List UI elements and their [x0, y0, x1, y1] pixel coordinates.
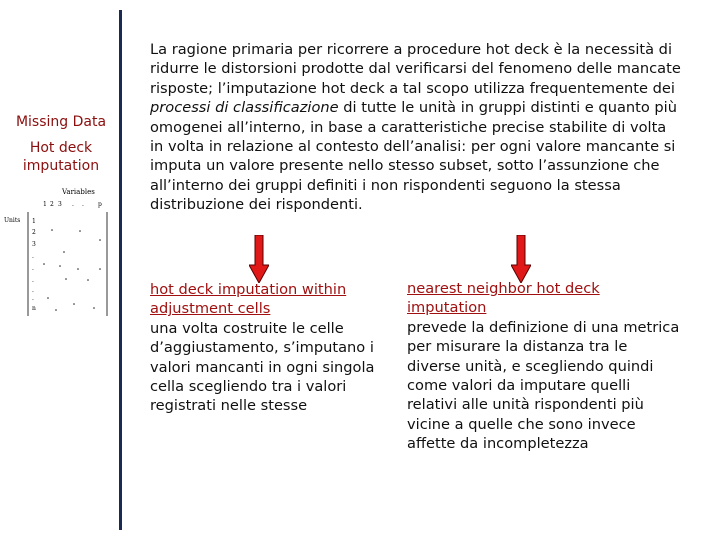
- sidebar-title: Missing Data: [15, 114, 107, 130]
- matrix-row-label: .: [32, 287, 34, 294]
- matrix-col-label: .: [72, 201, 74, 208]
- left-method-heading: hot deck imputation within adjustment cells: [150, 281, 347, 318]
- left-method-block: [150, 280, 386, 416]
- matrix-row-label: 2: [32, 229, 36, 236]
- left-down-arrow-icon: [249, 235, 269, 283]
- matrix-col-label: 3: [58, 201, 62, 208]
- matrix-row-label: n: [32, 305, 36, 312]
- intro-text-end: di tutte le unità in gruppi distinti e quanto più omogenei all’interno, in base a caratteristiche precise stabilite di volta in volta in relazione al contesto dell’analisi: per ogni valore mancante si imputa un valore presente nello stesso subset, sotto l’assunzione che all’interno dei gruppi definiti i non rispondenti seguono la stessa distribuzione dei rispondenti.: [150, 99, 677, 214]
- matrix-row-label: .: [32, 253, 34, 260]
- matrix-col-labels: [43, 201, 102, 208]
- right-method-block: [407, 279, 682, 454]
- matrix-row-labels: [32, 218, 36, 312]
- matrix-row-label: .: [32, 265, 34, 272]
- intro-paragraph: [150, 40, 682, 215]
- matrix-row-label: .: [32, 295, 34, 302]
- matrix-row-header: Units: [4, 217, 21, 224]
- matrix-row-label: 1: [32, 218, 36, 225]
- matrix-col-label: p: [98, 201, 102, 208]
- sidebar-subtitle-line2: imputation: [22, 158, 100, 174]
- right-method-body: prevede la definizione di una metrica per misurare la distanza tra le diverse unità, e scegliendo quindi come valori da imputare quelli relativi alle unità rispondenti più vicine a quelle che sono invece affette da incompletezza: [407, 318, 680, 453]
- intro-emphasis: processi di classificazione: [150, 99, 339, 117]
- matrix-col-label: .: [82, 201, 84, 208]
- matrix-col-header: Variables: [62, 188, 95, 196]
- left-method-body: una volta costruite le celle d’aggiustamento, s’imputano i valori mancanti in ogni singola cella scegliendo tra i valori registrati nelle stesse: [150, 319, 375, 415]
- right-down-arrow-icon: [511, 235, 531, 283]
- matrix-row-label: .: [32, 277, 34, 284]
- matrix-col-label: 2: [50, 201, 54, 208]
- data-matrix-figure: [4, 186, 112, 316]
- intro-text: La ragione primaria per ricorrere a procedure hot deck è la necessità di ridurre le distorsioni prodotte dal verificarsi del fenomeno delle mancate risposte; l’imputazione hot deck a tal scopo utilizza frequentemente dei: [150, 41, 681, 97]
- sidebar-subtitle-line1: Hot deck: [29, 140, 93, 156]
- matrix-col-label: 1: [43, 201, 47, 208]
- right-method-heading: nearest neighbor hot deck imputation: [407, 280, 600, 317]
- vertical-divider: [119, 10, 122, 530]
- matrix-row-label: 3: [32, 241, 36, 248]
- matrix-dots: [43, 229, 101, 311]
